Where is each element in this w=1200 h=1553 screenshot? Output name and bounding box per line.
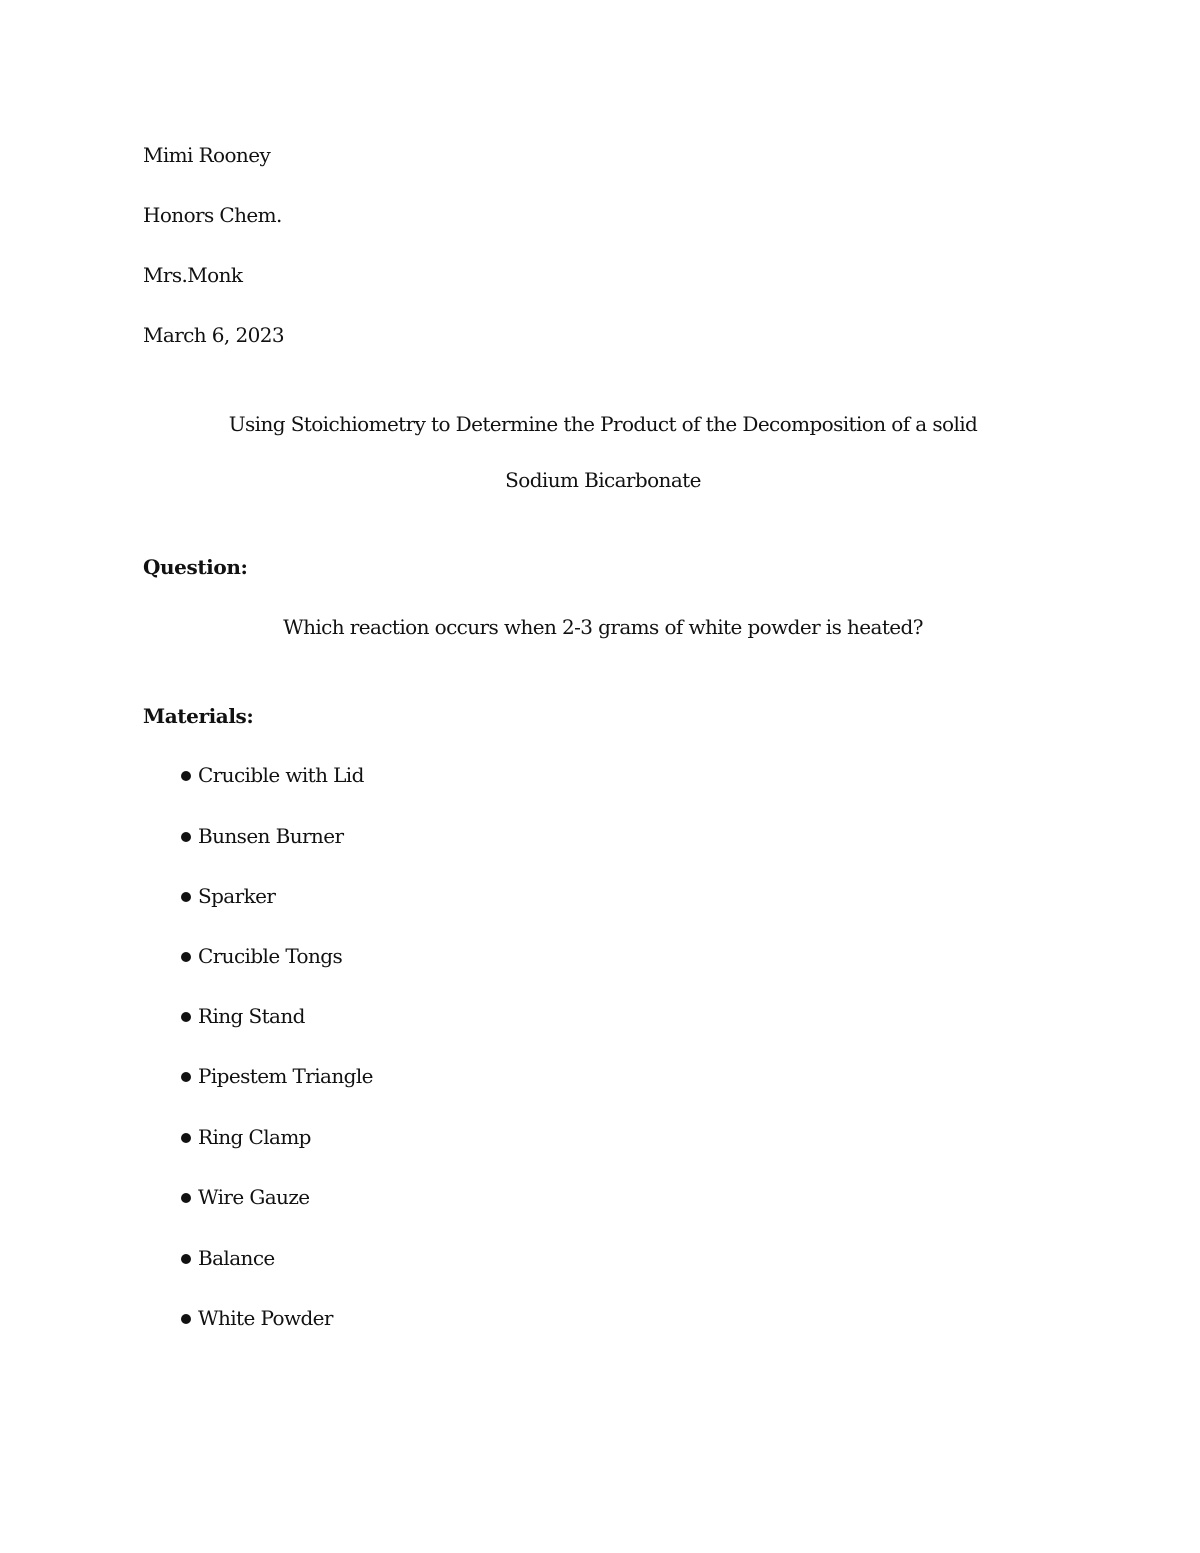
bullet-icon — [181, 832, 191, 842]
list-item — [181, 884, 275, 908]
bullet-icon — [181, 952, 191, 962]
list-item-label: Crucible Tongs — [198, 944, 343, 968]
title-line-1: Using Stoichiometry to Determine the Product of the Decomposition of a solid — [228, 412, 978, 436]
course-name: Honors Chem. — [143, 203, 282, 227]
bullet-icon — [181, 892, 191, 902]
list-item-label: Bunsen Burner — [198, 824, 344, 848]
question-heading: Question: — [143, 555, 248, 579]
list-item — [181, 1004, 305, 1028]
list-item — [181, 824, 343, 848]
list-item-label: Ring Stand — [198, 1004, 305, 1028]
bullet-icon — [181, 1012, 191, 1022]
list-item — [181, 1246, 275, 1270]
list-item — [181, 1185, 310, 1209]
document-date: March 6, 2023 — [143, 323, 284, 347]
list-item-label: Pipestem Triangle — [198, 1064, 373, 1088]
list-item-label: Balance — [198, 1246, 275, 1270]
title-line-2: Sodium Bicarbonate — [505, 468, 701, 492]
list-item — [181, 1064, 373, 1088]
bullet-icon — [181, 1193, 191, 1203]
materials-heading: Materials: — [143, 704, 254, 728]
list-item — [181, 1306, 333, 1330]
list-item-label: White Powder — [198, 1306, 333, 1330]
bullet-icon — [181, 1254, 191, 1264]
student-name: Mimi Rooney — [143, 143, 271, 167]
bullet-icon — [181, 1133, 191, 1143]
list-item-label: Wire Gauze — [198, 1185, 310, 1209]
list-item — [181, 763, 364, 787]
list-item-label: Crucible with Lid — [198, 763, 364, 787]
bullet-icon — [181, 1072, 191, 1082]
teacher-name: Mrs.Monk — [143, 263, 243, 287]
list-item-label: Sparker — [198, 884, 276, 908]
list-item — [181, 944, 342, 968]
list-item-label: Ring Clamp — [198, 1125, 311, 1149]
bullet-icon — [181, 1314, 191, 1324]
question-text: Which reaction occurs when 2-3 grams of white powder is heated? — [283, 615, 923, 639]
list-item — [181, 1125, 311, 1149]
bullet-icon — [181, 771, 191, 781]
